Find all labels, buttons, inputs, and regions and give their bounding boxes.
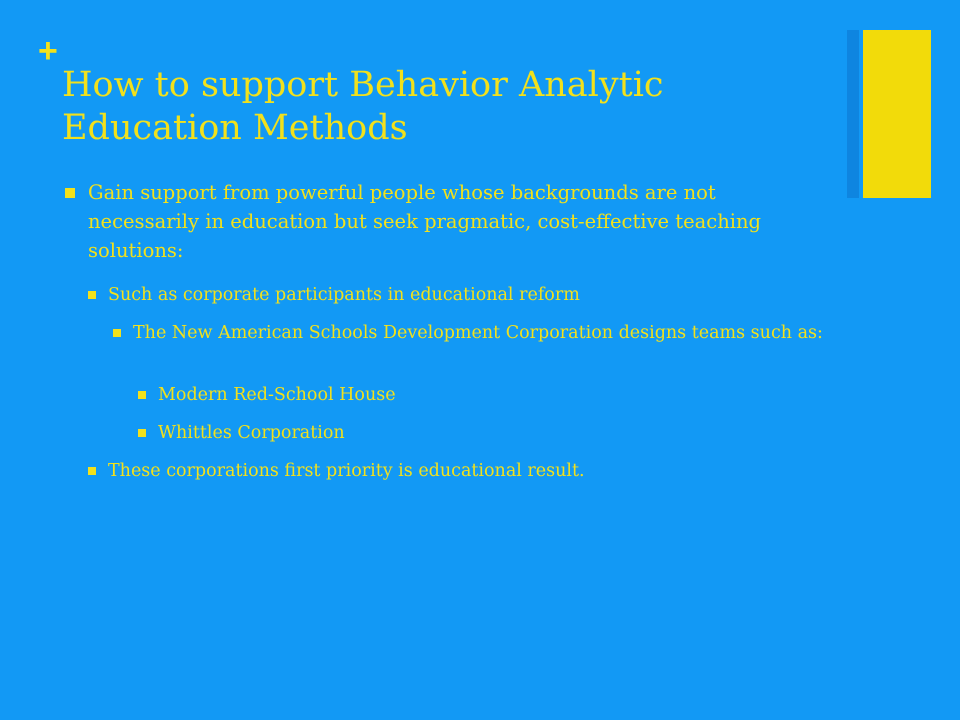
bullet-item-level-2: [108, 282, 828, 308]
bullet-item-level-4: [158, 420, 818, 446]
slide-title: [62, 64, 822, 150]
bullet-text: Such as corporate participants in educational reform: [108, 285, 580, 305]
square-bullet-icon: [138, 429, 146, 437]
square-bullet-icon: [88, 467, 96, 475]
decorative-blue-bar: [847, 30, 859, 198]
bullet-item-level-2: [108, 458, 828, 484]
decorative-yellow-bar: [863, 30, 931, 198]
decorative-bars: [847, 30, 931, 198]
bullet-item-level-3: [133, 320, 833, 346]
square-bullet-icon: [65, 188, 75, 198]
bullet-text: The New American Schools Development Corporation designs teams such as:: [133, 323, 823, 343]
square-bullet-icon: [138, 391, 146, 399]
bullet-item-level-4: [158, 382, 818, 408]
slide-title-line-2: Education Methods: [62, 108, 408, 148]
square-bullet-icon: [88, 291, 96, 299]
bullet-text: Whittles Corporation: [158, 423, 345, 443]
bullet-item-level-1: [88, 178, 828, 265]
bullet-text: These corporations first priority is educational result.: [108, 461, 585, 481]
square-bullet-icon: [113, 329, 121, 337]
bullet-text: Gain support from powerful people whose backgrounds are not necessarily in education but seek pragmatic, cost-effective teaching solutions:: [88, 181, 762, 262]
bullet-text: Modern Red-School House: [158, 385, 396, 405]
slide-title-line-1: How to support Behavior Analytic: [62, 65, 664, 105]
plus-icon: +: [38, 32, 58, 70]
